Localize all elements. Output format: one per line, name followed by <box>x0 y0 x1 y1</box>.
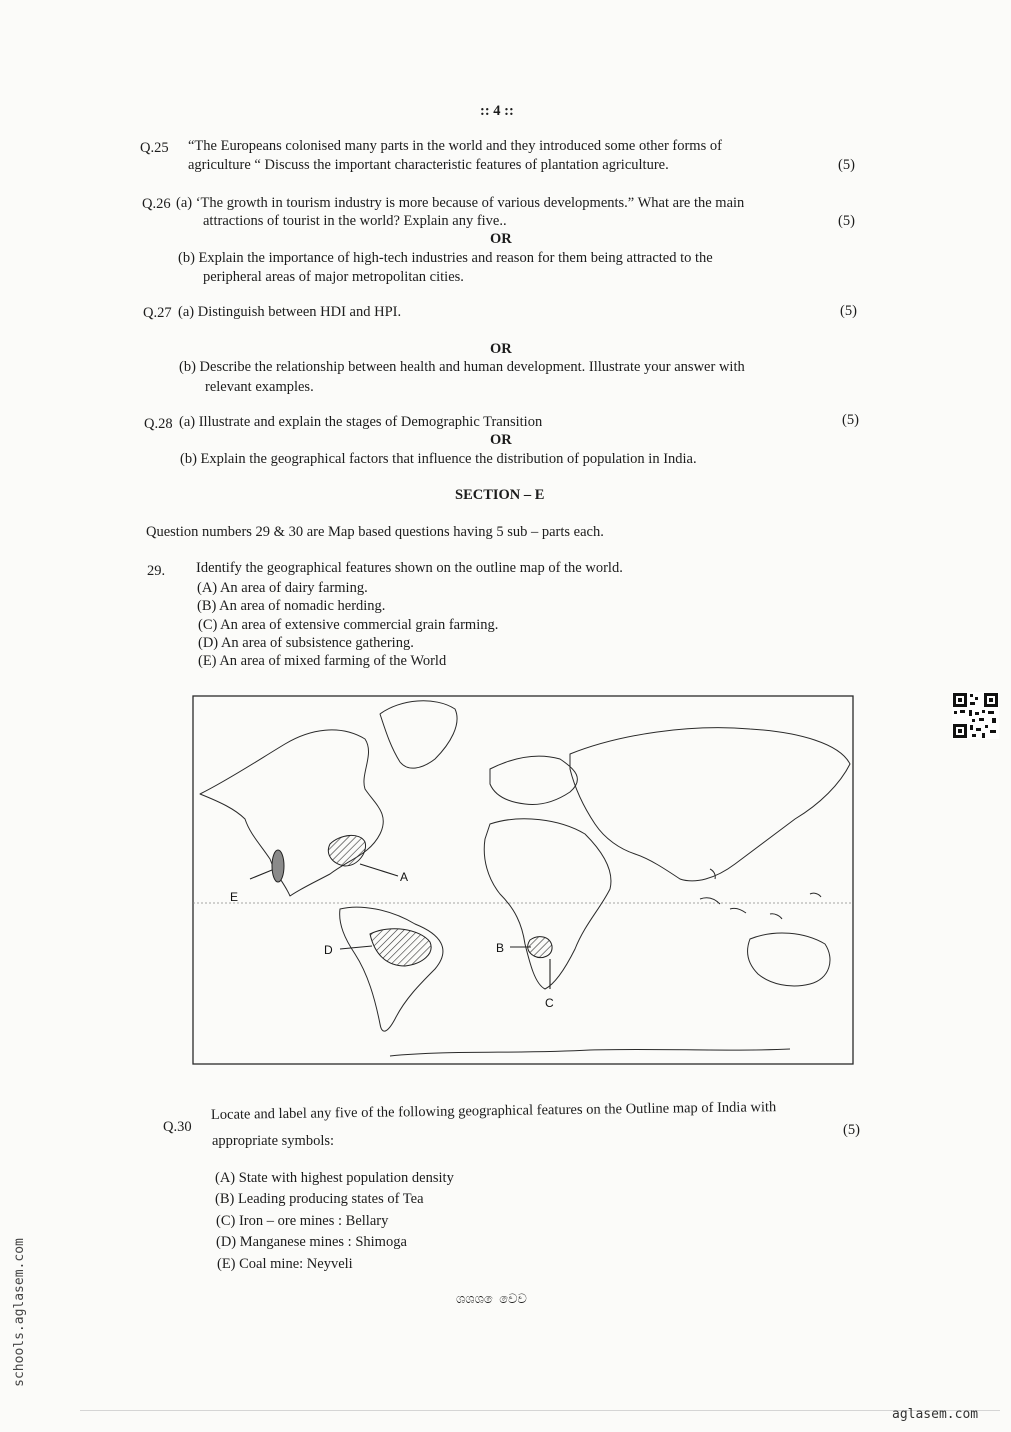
map-frame <box>193 696 853 1064</box>
asia-outline <box>570 728 850 881</box>
marks: (5) <box>840 303 857 319</box>
question-number: Q.26 <box>142 196 171 212</box>
or-separator: OR <box>490 231 512 247</box>
end-of-paper-mark: ශශශ ෙවෙව <box>456 1292 527 1307</box>
or-separator: OR <box>490 341 512 357</box>
qr-code <box>952 692 999 739</box>
footer-divider <box>80 1410 1000 1411</box>
question-text-line: (a) Distinguish between HDI and HPI. <box>178 304 402 320</box>
side-watermark: schools.aglasem.com <box>11 1238 27 1387</box>
north-america-outline <box>200 730 383 896</box>
list-item: (C) An area of extensive commercial grain farming. <box>198 617 499 633</box>
question-number: Q.25 <box>140 140 169 156</box>
or-separator: OR <box>490 432 512 448</box>
extensive-grain-area <box>370 929 431 966</box>
list-item: (E) Coal mine: Neyveli <box>217 1256 353 1272</box>
list-item: (D) An area of subsistence gathering. <box>198 635 414 651</box>
question-text-line: (b) Describe the relationship between health and human development. Illustrate your answer with <box>179 359 745 375</box>
marks: (5) <box>838 157 855 173</box>
marks: (5) <box>843 1122 860 1138</box>
question-number: Q.30 <box>163 1119 192 1135</box>
map-label-c: C <box>545 996 554 1010</box>
list-item: (C) Iron – ore mines : Bellary <box>216 1213 389 1229</box>
dairy-farming-area <box>328 835 365 866</box>
question-number: Q.27 <box>143 305 172 321</box>
page-number: :: 4 :: <box>480 103 514 119</box>
greenland-outline <box>380 701 457 768</box>
section-title: SECTION – E <box>455 487 545 503</box>
nomadic-herding-area <box>528 937 552 958</box>
question-text-line: peripheral areas of major metropolitan cities. <box>203 269 464 285</box>
section-intro: Question numbers 29 & 30 are Map based questions having 5 sub – parts each. <box>146 524 604 540</box>
pointer-d <box>340 946 372 949</box>
pointer-e <box>250 870 272 879</box>
world-outline-map <box>190 684 856 1068</box>
question-text-line: relevant examples. <box>205 379 314 395</box>
footer-watermark: aglasem.com <box>892 1407 979 1422</box>
question-number: 29. <box>147 563 166 579</box>
south-america-outline <box>340 907 443 1031</box>
question-text-line: (a) Illustrate and explain the stages of Demographic Transition <box>179 414 543 430</box>
question-number: Q.28 <box>144 416 173 432</box>
map-label-a: A <box>400 870 409 884</box>
list-item: (A) State with highest population density <box>215 1170 454 1186</box>
question-stem: Locate and label any five of the following geographical features on the Outline map of India with <box>210 1099 777 1123</box>
question-text-line: agriculture “ Discuss the important characteristic features of plantation agriculture. <box>188 157 669 173</box>
map-label-e: E <box>230 890 239 904</box>
australia-outline <box>748 933 830 986</box>
antarctica-outline <box>390 1049 790 1056</box>
marks: (5) <box>842 412 859 428</box>
question-text-line: (b) Explain the importance of high-tech industries and reason for them being attracted to the <box>178 250 713 266</box>
mixed-farming-area <box>272 850 284 882</box>
question-stem: Identify the geographical features shown on the outline map of the world. <box>196 560 623 576</box>
islands-outline <box>700 869 821 919</box>
list-item: (D) Manganese mines : Shimoga <box>216 1234 407 1250</box>
question-text-line: attractions of tourist in the world? Explain any five.. <box>203 213 507 229</box>
list-item: (B) An area of nomadic herding. <box>197 598 386 614</box>
question-stem: appropriate symbols: <box>212 1133 335 1149</box>
pointer-a <box>360 864 398 876</box>
list-item: (B) Leading producing states of Tea <box>215 1191 424 1207</box>
africa-outline <box>484 819 611 989</box>
list-item: (A) An area of dairy farming. <box>197 580 368 596</box>
map-label-b: B <box>496 941 505 955</box>
question-text-line: (b) Explain the geographical factors that influence the distribution of population in India. <box>180 451 697 467</box>
question-text-line: (a) ‘The growth in tourism industry is more because of various developments.” What are the main <box>176 195 745 211</box>
question-text-line: “The Europeans colonised many parts in the world and they introduced some other forms of <box>188 138 722 154</box>
marks: (5) <box>838 213 855 229</box>
list-item: (E) An area of mixed farming of the World <box>198 653 447 669</box>
europe-outline <box>490 756 577 804</box>
map-label-d: D <box>324 943 333 957</box>
